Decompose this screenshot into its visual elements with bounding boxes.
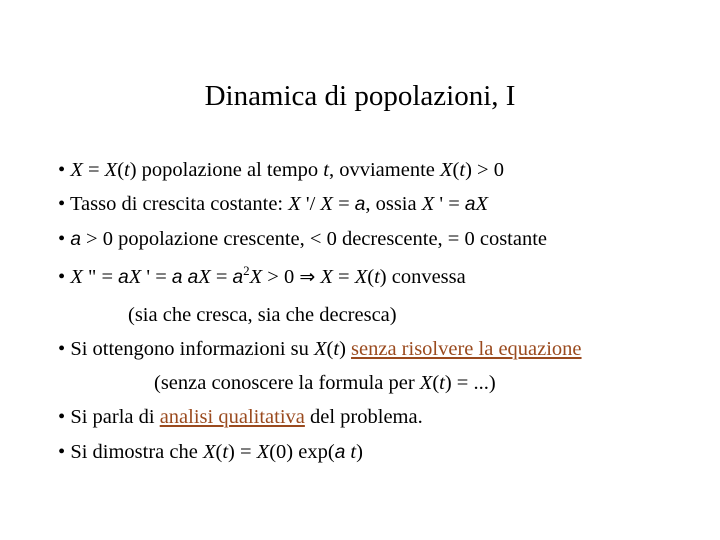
math-var: t bbox=[459, 159, 466, 181]
text: (senza conoscere la formula per bbox=[154, 372, 420, 394]
text: ) bbox=[339, 338, 352, 360]
math-var: X bbox=[314, 338, 327, 360]
math-var: X bbox=[249, 266, 263, 288]
text: ' = bbox=[141, 266, 172, 288]
bullet-line-qualitative bbox=[58, 404, 423, 430]
math-var: X bbox=[354, 266, 368, 288]
text: ( bbox=[432, 372, 440, 394]
math-var: t bbox=[350, 441, 357, 463]
math-var-alpha: a bbox=[334, 442, 346, 463]
slide-title: Dinamica di popolazioni, I bbox=[204, 80, 516, 112]
indented-line-note: (sia che cresca, sia che decresca) bbox=[128, 304, 397, 326]
bullet-line-information bbox=[58, 336, 582, 362]
link-qualitative-analysis[interactable]: analisi qualitativa bbox=[159, 406, 305, 428]
text: ) popolazione al tempo bbox=[129, 159, 324, 181]
text: , ossia bbox=[365, 193, 422, 215]
bullet: • bbox=[58, 441, 66, 463]
math-var: X bbox=[320, 266, 333, 288]
text: > 0 bbox=[262, 266, 300, 288]
bullet: • bbox=[58, 338, 66, 360]
text: ( bbox=[452, 159, 460, 181]
link-solve-equation[interactable]: senza risolvere la equazione bbox=[351, 338, 582, 360]
text: ) = ...) bbox=[444, 372, 496, 394]
math-var-alpha: a bbox=[118, 267, 129, 288]
bullet: • bbox=[58, 228, 66, 250]
implies-icon: ⇒ bbox=[299, 267, 316, 288]
text: Si ottengono informazioni su bbox=[70, 338, 315, 360]
text: > 0 popolazione crescente, < 0 decrescente, = 0 costante bbox=[80, 228, 548, 250]
text: ( bbox=[215, 441, 223, 463]
text: ( bbox=[117, 159, 125, 181]
text: Si parla di bbox=[70, 406, 160, 428]
text: ) bbox=[356, 441, 363, 463]
text: = bbox=[332, 266, 355, 288]
bullet: • bbox=[58, 406, 66, 428]
math-var: t bbox=[374, 266, 380, 288]
bullet: • bbox=[58, 266, 66, 288]
text: ' = bbox=[434, 193, 465, 215]
math-var: X bbox=[419, 372, 433, 394]
bullet: • bbox=[58, 193, 66, 215]
math-var: t bbox=[323, 159, 329, 181]
text: " = bbox=[82, 266, 119, 288]
exponent: 2 bbox=[243, 263, 250, 279]
math-var: X bbox=[421, 193, 435, 215]
text: = bbox=[332, 193, 355, 215]
bullet-line-solution bbox=[58, 439, 363, 466]
bullet-line-convexity bbox=[58, 264, 466, 291]
text: , ovviamente bbox=[328, 159, 440, 181]
math-var: X bbox=[256, 441, 270, 463]
bullet-line-growth-rate bbox=[58, 191, 488, 218]
bullet-line-sign-cases bbox=[58, 226, 547, 253]
text: = bbox=[82, 159, 105, 181]
math-var-alpha: a bbox=[171, 267, 183, 288]
text: del problema. bbox=[304, 406, 423, 428]
text: (0) exp( bbox=[269, 441, 335, 463]
text: ( bbox=[367, 266, 375, 288]
bullet: • bbox=[58, 159, 66, 181]
math-var: X bbox=[128, 266, 142, 288]
math-var: X bbox=[70, 266, 83, 288]
math-var: X bbox=[440, 159, 453, 181]
math-var-alpha: a bbox=[70, 229, 81, 250]
math-var-alpha: a bbox=[464, 194, 476, 215]
math-var: t bbox=[222, 441, 229, 463]
bullet-line-population bbox=[58, 157, 504, 183]
math-var: t bbox=[439, 372, 445, 394]
math-var: X bbox=[288, 193, 301, 215]
text: ) convessa bbox=[379, 266, 466, 288]
math-var: X bbox=[70, 159, 83, 181]
text: Si dimostra che bbox=[70, 441, 203, 463]
text: ) > 0 bbox=[465, 159, 504, 181]
text: ) = bbox=[228, 441, 257, 463]
math-var: t bbox=[333, 338, 340, 360]
math-var: t bbox=[124, 159, 130, 181]
math-var: X bbox=[320, 193, 333, 215]
text: Tasso di crescita costante: bbox=[69, 193, 289, 215]
math-var: X bbox=[202, 441, 216, 463]
text: '/ bbox=[300, 193, 321, 215]
text: = bbox=[210, 266, 233, 288]
math-var: X bbox=[475, 193, 488, 215]
indented-line-formula bbox=[154, 370, 496, 396]
math-var: X bbox=[104, 159, 118, 181]
math-var-alpha: a bbox=[354, 194, 366, 215]
text: ( bbox=[326, 338, 334, 360]
math-var: X bbox=[198, 266, 211, 288]
math-var-alpha: a bbox=[187, 267, 199, 288]
math-var-alpha: a bbox=[232, 267, 244, 288]
